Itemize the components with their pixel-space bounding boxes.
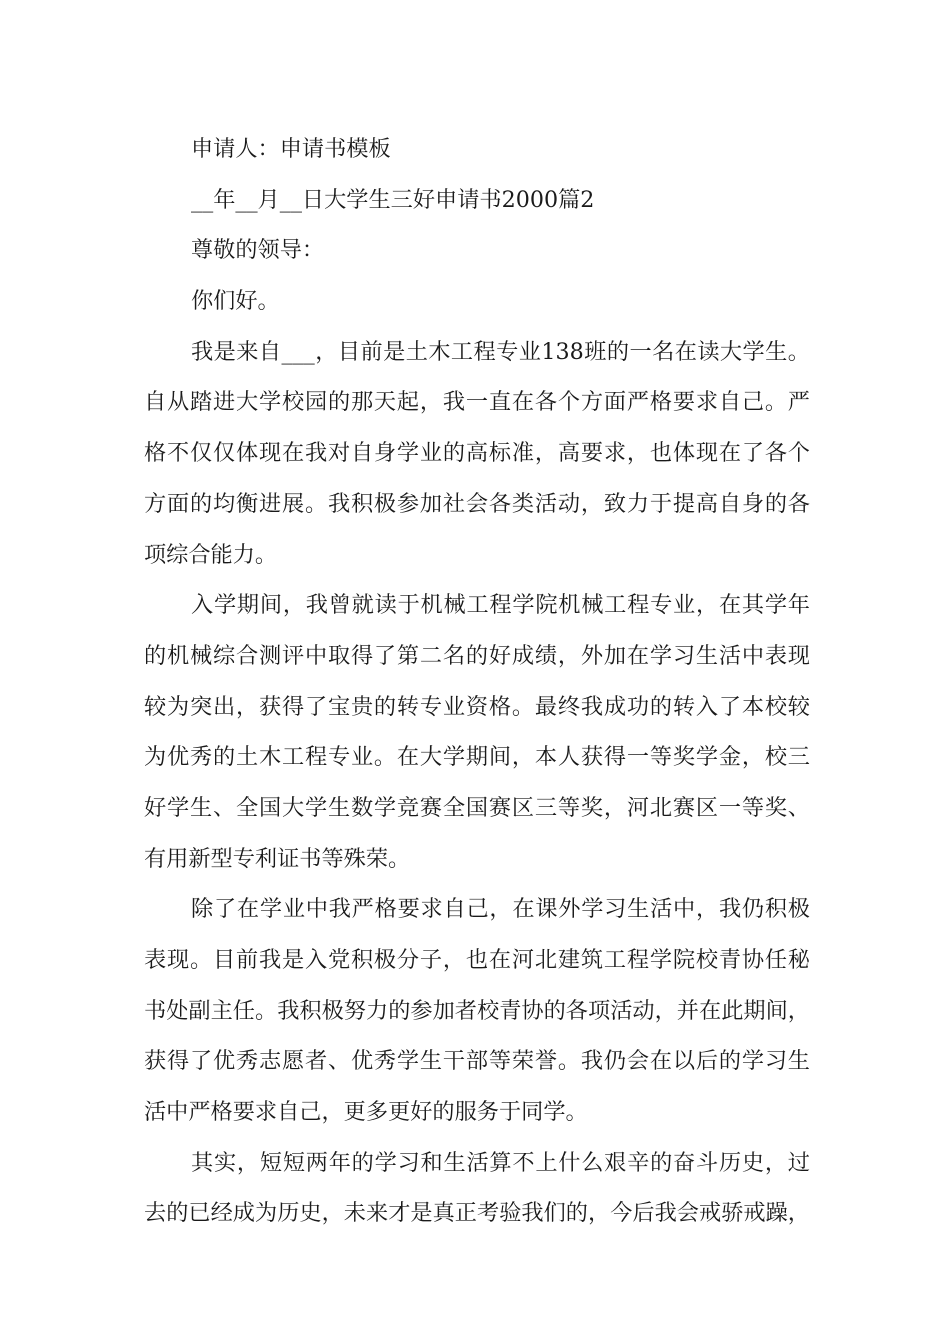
text-line: 格不仅仅体现在我对自身学业的高标准，高要求，也体现在了各个: [144, 440, 810, 467]
text-line: 自从踏进大学校园的那天起，我一直在各个方面严格要求自己。严: [144, 389, 810, 416]
text-line: 为优秀的土木工程专业。在大学期间，本人获得一等奖学金，校三: [144, 744, 810, 771]
text-line: 获得了优秀志愿者、优秀学生干部等荣誉。我仍会在以后的学习生: [144, 1048, 810, 1075]
text-line: 去的已经成为历史，未来才是真正考验我们的，今后我会戒骄戒躁，: [144, 1200, 810, 1227]
text-line: 申请人：申请书模板: [191, 136, 391, 162]
text-line: 表现。目前我是入党积极分子，也在河北建筑工程学院校青协任秘: [144, 947, 810, 973]
text-line: 较为突出，获得了宝贵的转专业资格。最终我成功的转入了本校较: [144, 693, 810, 720]
text-line: 尊敬的领导：: [191, 237, 325, 264]
text-line: 书处副主任。我积极努力的参加者校青协的各项活动，并在此期间，: [144, 997, 810, 1024]
text-line: 我是来自___，目前是土木工程专业138班的一名在读大学生。: [191, 338, 810, 365]
text-line: 除了在学业中我严格要求自己，在课外学习生活中，我仍积极: [191, 896, 810, 923]
text-line: 其实，短短两年的学习和生活算不上什么艰辛的奋斗历史，过: [191, 1149, 810, 1176]
text-line: 项综合能力。: [144, 541, 278, 568]
text-line: 有用新型专利证书等殊荣。: [144, 845, 411, 872]
document-body: [144, 124, 810, 1239]
text-line: 入学期间，我曾就读于机械工程学院机械工程专业，在其学年: [191, 592, 810, 619]
text-line: 你们好。: [191, 288, 280, 315]
text-line: __年__月__日大学生三好申请书2000篇2: [191, 186, 595, 213]
text-line: 的机械综合测评中取得了第二名的好成绩，外加在学习生活中表现: [144, 642, 810, 669]
text-line: 活中严格要求自己，更多更好的服务于同学。: [144, 1099, 588, 1126]
text-line: 方面的均衡进展。我积极参加社会各类活动，致力于提高自身的各: [144, 490, 810, 517]
text-line: 好学生、全国大学生数学竞赛全国赛区三等奖，河北赛区一等奖、: [144, 794, 810, 821]
